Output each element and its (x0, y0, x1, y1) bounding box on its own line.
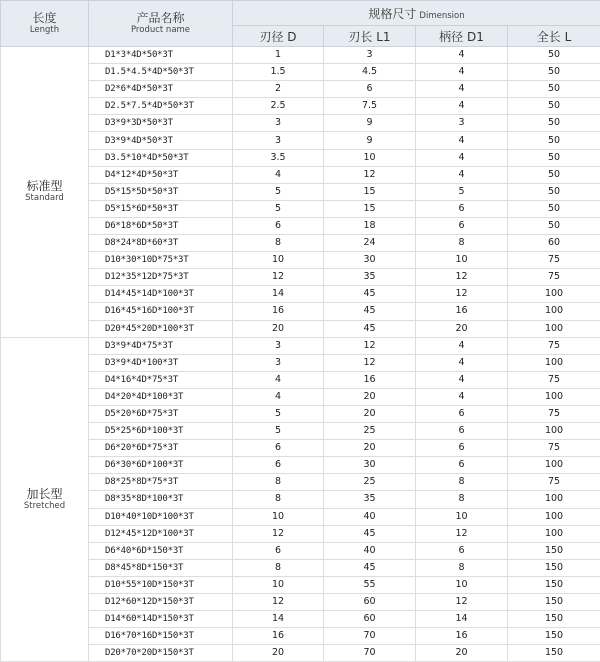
product-name-cell: D2.5*7.5*4D*50*3T (89, 98, 233, 115)
table-row (1, 217, 600, 234)
cutting-length-cell: 30 (324, 252, 416, 269)
cutting-length-cell: 3 (324, 47, 416, 64)
shank-diameter-cell: 5 (416, 183, 508, 200)
cutting-diameter-cell: 8 (233, 235, 324, 252)
cutting-length-cell: 40 (324, 508, 416, 525)
cutting-length-cell: 30 (324, 457, 416, 474)
product-name-cell: D6*18*6D*50*3T (89, 217, 233, 234)
overall-length-cell: 150 (508, 576, 600, 593)
overall-length-cell: 100 (508, 508, 600, 525)
product-name-cell: D2*6*4D*50*3T (89, 81, 233, 98)
overall-length-cell: 150 (508, 559, 600, 576)
product-name-cell: D5*15*6D*50*3T (89, 200, 233, 217)
cutting-diameter-cell: 16 (233, 628, 324, 645)
shank-diameter-cell: 10 (416, 508, 508, 525)
product-name-cell: D14*45*14D*100*3T (89, 286, 233, 303)
overall-length-cell: 50 (508, 200, 600, 217)
product-name-cell: D8*24*8D*60*3T (89, 235, 233, 252)
shank-diameter-cell: 6 (416, 200, 508, 217)
col-header-d1: 柄径 D1 (416, 26, 508, 47)
overall-length-cell: 100 (508, 354, 600, 371)
table-row (1, 423, 600, 440)
cutting-length-cell: 12 (324, 337, 416, 354)
cutting-diameter-cell: 1.5 (233, 64, 324, 81)
cutting-length-cell: 45 (324, 286, 416, 303)
product-name-cell: D10*30*10D*75*3T (89, 252, 233, 269)
table-row (1, 491, 600, 508)
cutting-diameter-cell: 6 (233, 217, 324, 234)
group-label-en: Stretched (1, 501, 88, 512)
cutting-length-cell: 35 (324, 491, 416, 508)
cutting-length-cell: 40 (324, 542, 416, 559)
cutting-diameter-cell: 4 (233, 388, 324, 405)
cutting-diameter-cell: 5 (233, 200, 324, 217)
overall-length-cell: 100 (508, 303, 600, 320)
table-row (1, 183, 600, 200)
overall-length-cell: 50 (508, 64, 600, 81)
table-row (1, 149, 600, 166)
shank-diameter-cell: 4 (416, 149, 508, 166)
shank-diameter-cell: 14 (416, 611, 508, 628)
cutting-diameter-cell: 4 (233, 371, 324, 388)
shank-diameter-cell: 6 (416, 440, 508, 457)
cutting-diameter-cell: 16 (233, 303, 324, 320)
table-row (1, 115, 600, 132)
product-name-cell: D5*20*6D*75*3T (89, 405, 233, 422)
table-row (1, 474, 600, 491)
cutting-diameter-cell: 6 (233, 440, 324, 457)
group-label-cn: 标准型 (1, 179, 88, 193)
shank-diameter-cell: 4 (416, 337, 508, 354)
table-row (1, 354, 600, 371)
product-name-cell: D4*12*4D*50*3T (89, 166, 233, 183)
table-row (1, 388, 600, 405)
shank-diameter-cell: 20 (416, 320, 508, 337)
product-name-cell: D12*60*12D*150*3T (89, 594, 233, 611)
dimension-header-cn: 规格尺寸 (368, 7, 416, 21)
table-row (1, 200, 600, 217)
cutting-diameter-cell: 6 (233, 457, 324, 474)
table-row (1, 320, 600, 337)
cutting-length-cell: 7.5 (324, 98, 416, 115)
dimension-header-en: Dimension (419, 11, 464, 21)
shank-diameter-cell: 4 (416, 166, 508, 183)
product-name-cell: D6*40*6D*150*3T (89, 542, 233, 559)
shank-diameter-cell: 6 (416, 457, 508, 474)
cutting-length-cell: 45 (324, 320, 416, 337)
table-row (1, 611, 600, 628)
overall-length-cell: 75 (508, 371, 600, 388)
overall-length-cell: 100 (508, 457, 600, 474)
table-row (1, 594, 600, 611)
table-row (1, 628, 600, 645)
table-row (1, 337, 600, 354)
cutting-length-cell: 70 (324, 628, 416, 645)
overall-length-cell: 50 (508, 115, 600, 132)
overall-length-cell: 75 (508, 405, 600, 422)
product-name-cell: D1*3*4D*50*3T (89, 47, 233, 64)
shank-diameter-cell: 12 (416, 525, 508, 542)
shank-diameter-cell: 6 (416, 423, 508, 440)
cutting-diameter-cell: 8 (233, 474, 324, 491)
cutting-diameter-cell: 10 (233, 252, 324, 269)
cutting-diameter-cell: 20 (233, 645, 324, 662)
cutting-diameter-cell: 2 (233, 81, 324, 98)
cutting-diameter-cell: 12 (233, 269, 324, 286)
shank-diameter-cell: 8 (416, 559, 508, 576)
table-row (1, 81, 600, 98)
shank-diameter-cell: 12 (416, 594, 508, 611)
cutting-diameter-cell: 3 (233, 354, 324, 371)
table-row (1, 508, 600, 525)
product-name-header-en: Product name (89, 25, 232, 36)
cutting-length-cell: 9 (324, 132, 416, 149)
overall-length-cell: 100 (508, 525, 600, 542)
table-row (1, 576, 600, 593)
cutting-length-cell: 60 (324, 611, 416, 628)
cutting-length-cell: 20 (324, 388, 416, 405)
overall-length-cell: 60 (508, 235, 600, 252)
table-row (1, 47, 600, 64)
table-row (1, 525, 600, 542)
product-name-cell: D12*35*12D*75*3T (89, 269, 233, 286)
cutting-diameter-cell: 5 (233, 183, 324, 200)
length-header-cn: 长度 (1, 11, 88, 25)
overall-length-cell: 100 (508, 286, 600, 303)
product-name-cell: D16*45*16D*100*3T (89, 303, 233, 320)
group-label (1, 47, 89, 338)
cutting-length-cell: 20 (324, 405, 416, 422)
overall-length-cell: 150 (508, 594, 600, 611)
cutting-length-cell: 24 (324, 235, 416, 252)
group-label-en: Standard (1, 193, 88, 204)
product-name-cell: D14*60*14D*150*3T (89, 611, 233, 628)
cutting-diameter-cell: 10 (233, 576, 324, 593)
table-row (1, 645, 600, 662)
cutting-length-cell: 18 (324, 217, 416, 234)
cutting-diameter-cell: 2.5 (233, 98, 324, 115)
cutting-length-cell: 55 (324, 576, 416, 593)
overall-length-cell: 50 (508, 47, 600, 64)
product-name-cell: D10*40*10D*100*3T (89, 508, 233, 525)
table-row (1, 252, 600, 269)
cutting-length-cell: 4.5 (324, 64, 416, 81)
cutting-diameter-cell: 3 (233, 115, 324, 132)
overall-length-cell: 150 (508, 628, 600, 645)
product-name-cell: D3.5*10*4D*50*3T (89, 149, 233, 166)
shank-diameter-cell: 8 (416, 474, 508, 491)
table-row (1, 132, 600, 149)
shank-diameter-cell: 4 (416, 47, 508, 64)
table-row (1, 269, 600, 286)
overall-length-cell: 50 (508, 98, 600, 115)
product-name-cell: D3*9*4D*100*3T (89, 354, 233, 371)
cutting-length-cell: 12 (324, 354, 416, 371)
cutting-length-cell: 45 (324, 303, 416, 320)
product-name-cell: D12*45*12D*100*3T (89, 525, 233, 542)
product-name-cell: D4*16*4D*75*3T (89, 371, 233, 388)
product-name-header-cn: 产品名称 (89, 11, 232, 25)
shank-diameter-cell: 4 (416, 64, 508, 81)
overall-length-cell: 150 (508, 542, 600, 559)
table-row (1, 286, 600, 303)
cutting-diameter-cell: 4 (233, 166, 324, 183)
overall-length-cell: 50 (508, 183, 600, 200)
product-name-cell: D20*70*20D*150*3T (89, 645, 233, 662)
table-row (1, 166, 600, 183)
table-row (1, 64, 600, 81)
col-header-d: 刃径 D (233, 26, 324, 47)
overall-length-cell: 50 (508, 81, 600, 98)
shank-diameter-cell: 8 (416, 491, 508, 508)
table-row (1, 559, 600, 576)
cutting-diameter-cell: 5 (233, 405, 324, 422)
product-name-cell: D3*9*3D*50*3T (89, 115, 233, 132)
cutting-length-cell: 45 (324, 525, 416, 542)
cutting-length-cell: 15 (324, 200, 416, 217)
shank-diameter-cell: 10 (416, 576, 508, 593)
table-row (1, 405, 600, 422)
cutting-length-cell: 70 (324, 645, 416, 662)
overall-length-cell: 75 (508, 269, 600, 286)
spec-table-header (1, 1, 600, 47)
table-row (1, 542, 600, 559)
overall-length-cell: 150 (508, 645, 600, 662)
shank-diameter-cell: 10 (416, 252, 508, 269)
spec-table-body (1, 47, 600, 662)
shank-diameter-cell: 6 (416, 217, 508, 234)
cutting-diameter-cell: 8 (233, 491, 324, 508)
shank-diameter-cell: 4 (416, 98, 508, 115)
shank-diameter-cell: 20 (416, 645, 508, 662)
shank-diameter-cell: 12 (416, 286, 508, 303)
overall-length-cell: 75 (508, 337, 600, 354)
cutting-diameter-cell: 3 (233, 337, 324, 354)
cutting-length-cell: 16 (324, 371, 416, 388)
cutting-diameter-cell: 12 (233, 594, 324, 611)
table-row (1, 371, 600, 388)
shank-diameter-cell: 4 (416, 388, 508, 405)
product-name-cell: D10*55*10D*150*3T (89, 576, 233, 593)
overall-length-cell: 50 (508, 217, 600, 234)
cutting-length-cell: 9 (324, 115, 416, 132)
cutting-diameter-cell: 3.5 (233, 149, 324, 166)
cutting-length-cell: 45 (324, 559, 416, 576)
overall-length-cell: 50 (508, 149, 600, 166)
shank-diameter-cell: 4 (416, 132, 508, 149)
cutting-diameter-cell: 5 (233, 423, 324, 440)
product-name-header (89, 1, 233, 47)
overall-length-cell: 150 (508, 611, 600, 628)
group-label-cn: 加长型 (1, 487, 88, 501)
overall-length-cell: 100 (508, 320, 600, 337)
shank-diameter-cell: 6 (416, 405, 508, 422)
overall-length-cell: 100 (508, 491, 600, 508)
cutting-length-cell: 35 (324, 269, 416, 286)
shank-diameter-cell: 4 (416, 354, 508, 371)
product-name-cell: D6*30*6D*100*3T (89, 457, 233, 474)
cutting-diameter-cell: 10 (233, 508, 324, 525)
overall-length-cell: 75 (508, 252, 600, 269)
cutting-diameter-cell: 3 (233, 132, 324, 149)
cutting-length-cell: 60 (324, 594, 416, 611)
group-label (1, 337, 89, 662)
cutting-diameter-cell: 14 (233, 611, 324, 628)
cutting-diameter-cell: 8 (233, 559, 324, 576)
dimension-header (233, 1, 600, 26)
cutting-diameter-cell: 6 (233, 542, 324, 559)
overall-length-cell: 75 (508, 440, 600, 457)
table-row (1, 235, 600, 252)
table-row (1, 440, 600, 457)
product-name-cell: D8*25*8D*75*3T (89, 474, 233, 491)
table-row (1, 98, 600, 115)
product-name-cell: D5*15*5D*50*3T (89, 183, 233, 200)
overall-length-cell: 75 (508, 474, 600, 491)
cutting-length-cell: 15 (324, 183, 416, 200)
cutting-diameter-cell: 20 (233, 320, 324, 337)
product-name-cell: D8*45*8D*150*3T (89, 559, 233, 576)
cutting-diameter-cell: 1 (233, 47, 324, 64)
overall-length-cell: 100 (508, 423, 600, 440)
shank-diameter-cell: 16 (416, 303, 508, 320)
cutting-diameter-cell: 14 (233, 286, 324, 303)
cutting-length-cell: 25 (324, 423, 416, 440)
cutting-length-cell: 25 (324, 474, 416, 491)
col-header-l1: 刃长 L1 (324, 26, 416, 47)
table-row (1, 303, 600, 320)
product-name-cell: D16*70*16D*150*3T (89, 628, 233, 645)
product-name-cell: D8*35*8D*100*3T (89, 491, 233, 508)
cutting-length-cell: 6 (324, 81, 416, 98)
table-row (1, 457, 600, 474)
shank-diameter-cell: 6 (416, 542, 508, 559)
shank-diameter-cell: 4 (416, 371, 508, 388)
cutting-length-cell: 10 (324, 149, 416, 166)
shank-diameter-cell: 12 (416, 269, 508, 286)
product-name-cell: D6*20*6D*75*3T (89, 440, 233, 457)
product-name-cell: D3*9*4D*50*3T (89, 132, 233, 149)
shank-diameter-cell: 3 (416, 115, 508, 132)
overall-length-cell: 100 (508, 388, 600, 405)
shank-diameter-cell: 4 (416, 81, 508, 98)
cutting-diameter-cell: 12 (233, 525, 324, 542)
cutting-length-cell: 12 (324, 166, 416, 183)
length-header-en: Length (1, 25, 88, 36)
shank-diameter-cell: 16 (416, 628, 508, 645)
product-name-cell: D4*20*4D*100*3T (89, 388, 233, 405)
col-header-l: 全长 L (508, 26, 600, 47)
product-name-cell: D5*25*6D*100*3T (89, 423, 233, 440)
length-header (1, 1, 89, 47)
overall-length-cell: 50 (508, 132, 600, 149)
product-name-cell: D1.5*4.5*4D*50*3T (89, 64, 233, 81)
shank-diameter-cell: 8 (416, 235, 508, 252)
product-name-cell: D3*9*4D*75*3T (89, 337, 233, 354)
cutting-length-cell: 20 (324, 440, 416, 457)
product-name-cell: D20*45*20D*100*3T (89, 320, 233, 337)
overall-length-cell: 50 (508, 166, 600, 183)
